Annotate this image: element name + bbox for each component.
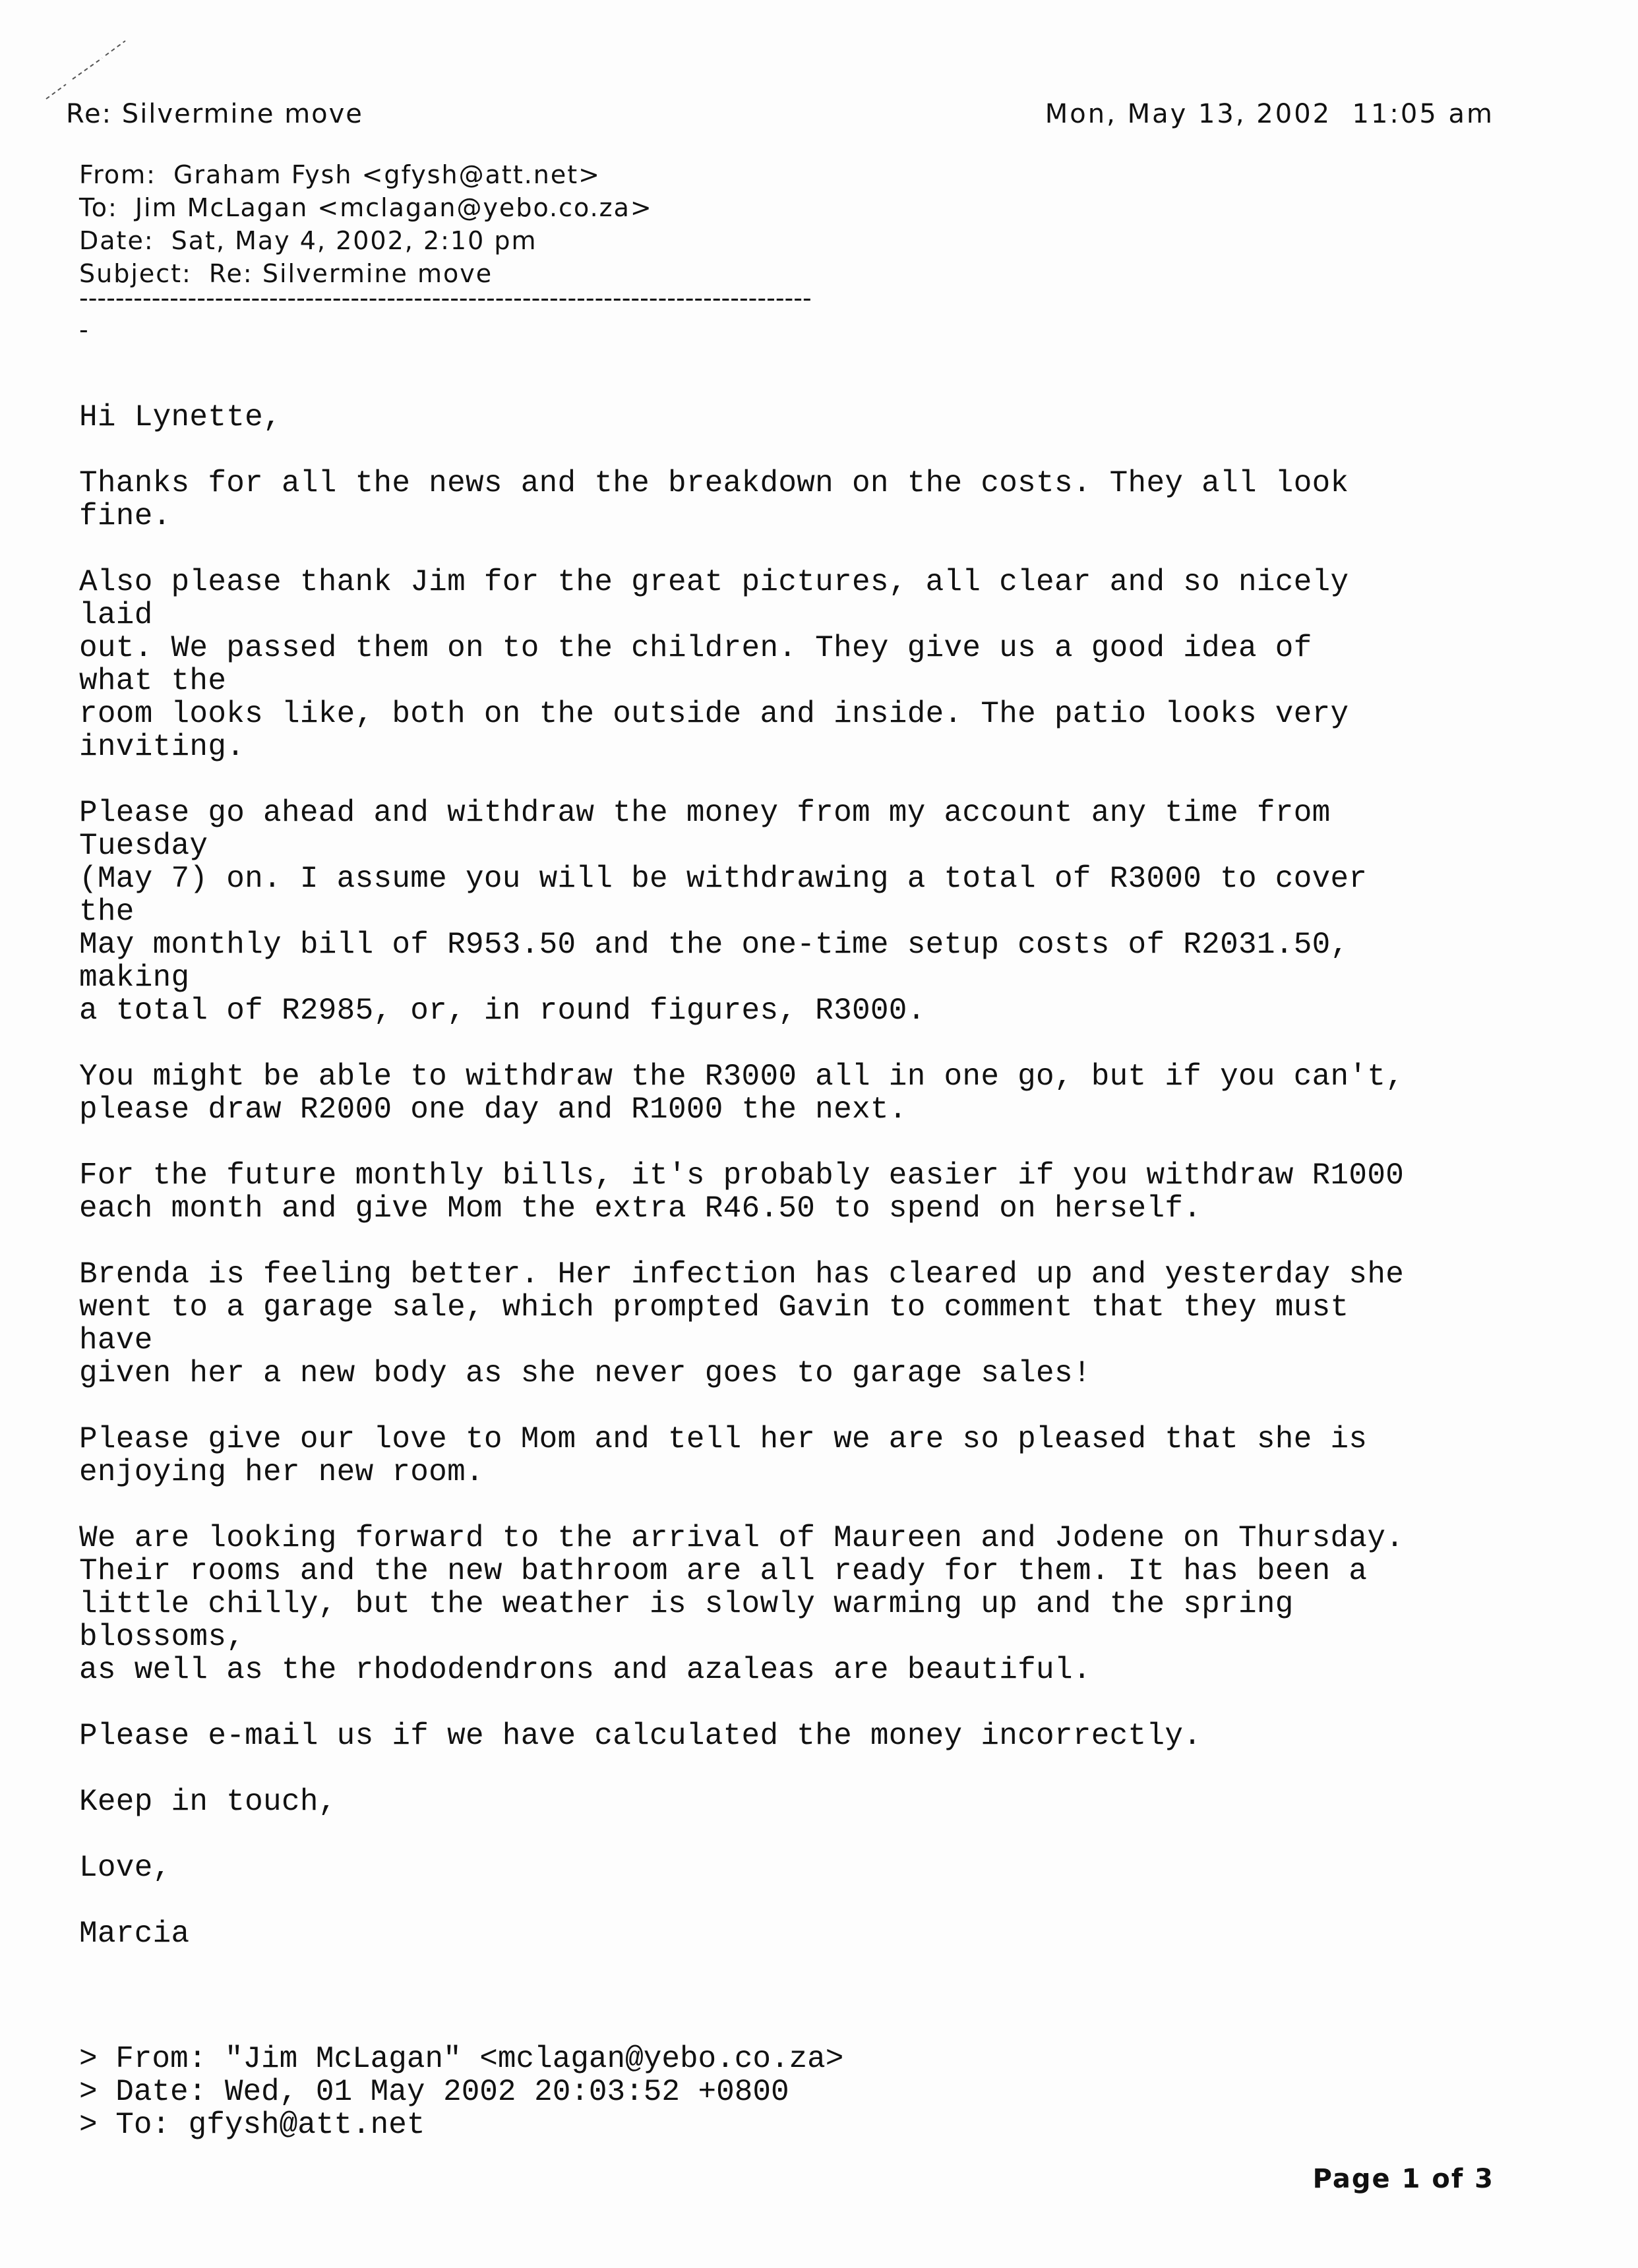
body-line: room looks like, both on the outside and inside. The patio looks very xyxy=(79,697,1349,731)
date-row xyxy=(79,224,653,257)
from-value: Graham Fysh <gfysh@att.net> xyxy=(173,160,601,189)
body-line: the xyxy=(79,895,135,929)
header-divider-tail: - xyxy=(79,315,88,344)
body-line: Please e-mail us if we have calculated the money incorrectly. xyxy=(79,1719,1202,1753)
body-line: We are looking forward to the arrival of Maureen and Jodene on Thursday. xyxy=(79,1521,1405,1555)
body-line: (May 7) on. I assume you will be withdrawing a total of R3000 to cover xyxy=(79,862,1368,896)
body-line: You might be able to withdraw the R3000 all in one go, but if you can't, xyxy=(79,1059,1405,1094)
body-line: Brenda is feeling better. Her infection has cleared up and yesterday she xyxy=(79,1257,1405,1292)
email-body xyxy=(79,401,1596,1950)
body-line: what the xyxy=(79,664,227,698)
body-line: Please give our love to Mom and tell her we are so pleased that she is xyxy=(79,1422,1368,1456)
body-line: little chilly, but the weather is slowly warming up and the spring xyxy=(79,1587,1294,1621)
body-line: Tuesday xyxy=(79,829,208,863)
to-label: To: xyxy=(79,193,118,222)
sign-off: Love, xyxy=(79,1851,171,1885)
subject-label: Subject: xyxy=(79,259,192,288)
email-headers xyxy=(79,158,653,290)
body-line: have xyxy=(79,1323,153,1358)
body-line: as well as the rhododendrons and azaleas are beautiful. xyxy=(79,1653,1091,1687)
body-line: went to a garage sale, which prompted Gavin to comment that they must xyxy=(79,1290,1349,1325)
to-value: Jim McLagan <mclagan@yebo.co.za> xyxy=(135,193,653,222)
body-line: please draw R2000 one day and R1000 the next. xyxy=(79,1092,907,1127)
body-line: Also please thank Jim for the great pictures, all clear and so nicely xyxy=(79,565,1349,599)
body-line: each month and give Mom the extra R46.50 to spend on herself. xyxy=(79,1191,1202,1226)
print-header-date: Mon, May 13, 2002 11:05 am xyxy=(1045,99,1494,129)
body-line: a total of R2985, or, in round figures, R3000. xyxy=(79,994,926,1028)
body-line: Thanks for all the news and the breakdown on the costs. They all look xyxy=(79,466,1349,500)
body-line: Their rooms and the new bathroom are all ready for them. It has been a xyxy=(79,1554,1368,1588)
date-value: Sat, May 4, 2002, 2:10 pm xyxy=(171,226,537,255)
body-line: given her a new body as she never goes to garage sales! xyxy=(79,1356,1091,1390)
from-row xyxy=(79,158,653,191)
quoted-from: > From: "Jim McLagan" <mclagan@yebo.co.za> xyxy=(79,2042,844,2076)
pen-stroke-mark xyxy=(40,26,145,105)
quoted-headers xyxy=(79,2043,843,2141)
date-label: Date: xyxy=(79,226,154,255)
body-line: Please go ahead and withdraw the money from my account any time from xyxy=(79,796,1331,830)
subject-value: Re: Silvermine move xyxy=(208,259,493,288)
body-line: fine. xyxy=(79,499,171,533)
body-line: May monthly bill of R953.50 and the one-time setup costs of R2031.50, xyxy=(79,928,1349,962)
print-header-subject: Re: Silvermine move xyxy=(66,99,363,129)
body-line: out. We passed them on to the children. They give us a good idea of xyxy=(79,631,1312,665)
quoted-date: > Date: Wed, 01 May 2002 20:03:52 +0800 xyxy=(79,2075,789,2109)
signature: Marcia xyxy=(79,1917,190,1951)
body-line: inviting. xyxy=(79,730,245,764)
body-line: enjoying her new room. xyxy=(79,1455,484,1489)
body-line: For the future monthly bills, it's probably easier if you withdraw R1000 xyxy=(79,1158,1405,1193)
body-line: blossoms, xyxy=(79,1620,245,1654)
body-line: laid xyxy=(79,598,153,632)
closing-line: Keep in touch, xyxy=(79,1785,337,1819)
body-line: making xyxy=(79,961,190,995)
to-row xyxy=(79,191,653,224)
from-label: From: xyxy=(79,160,156,189)
greeting: Hi Lynette, xyxy=(79,400,282,434)
page-number: Page 1 of 3 xyxy=(1312,2164,1494,2194)
header-divider: --------------------------------------------------------------------------------- xyxy=(79,284,812,313)
quoted-to: > To: gfysh@att.net xyxy=(79,2108,425,2142)
